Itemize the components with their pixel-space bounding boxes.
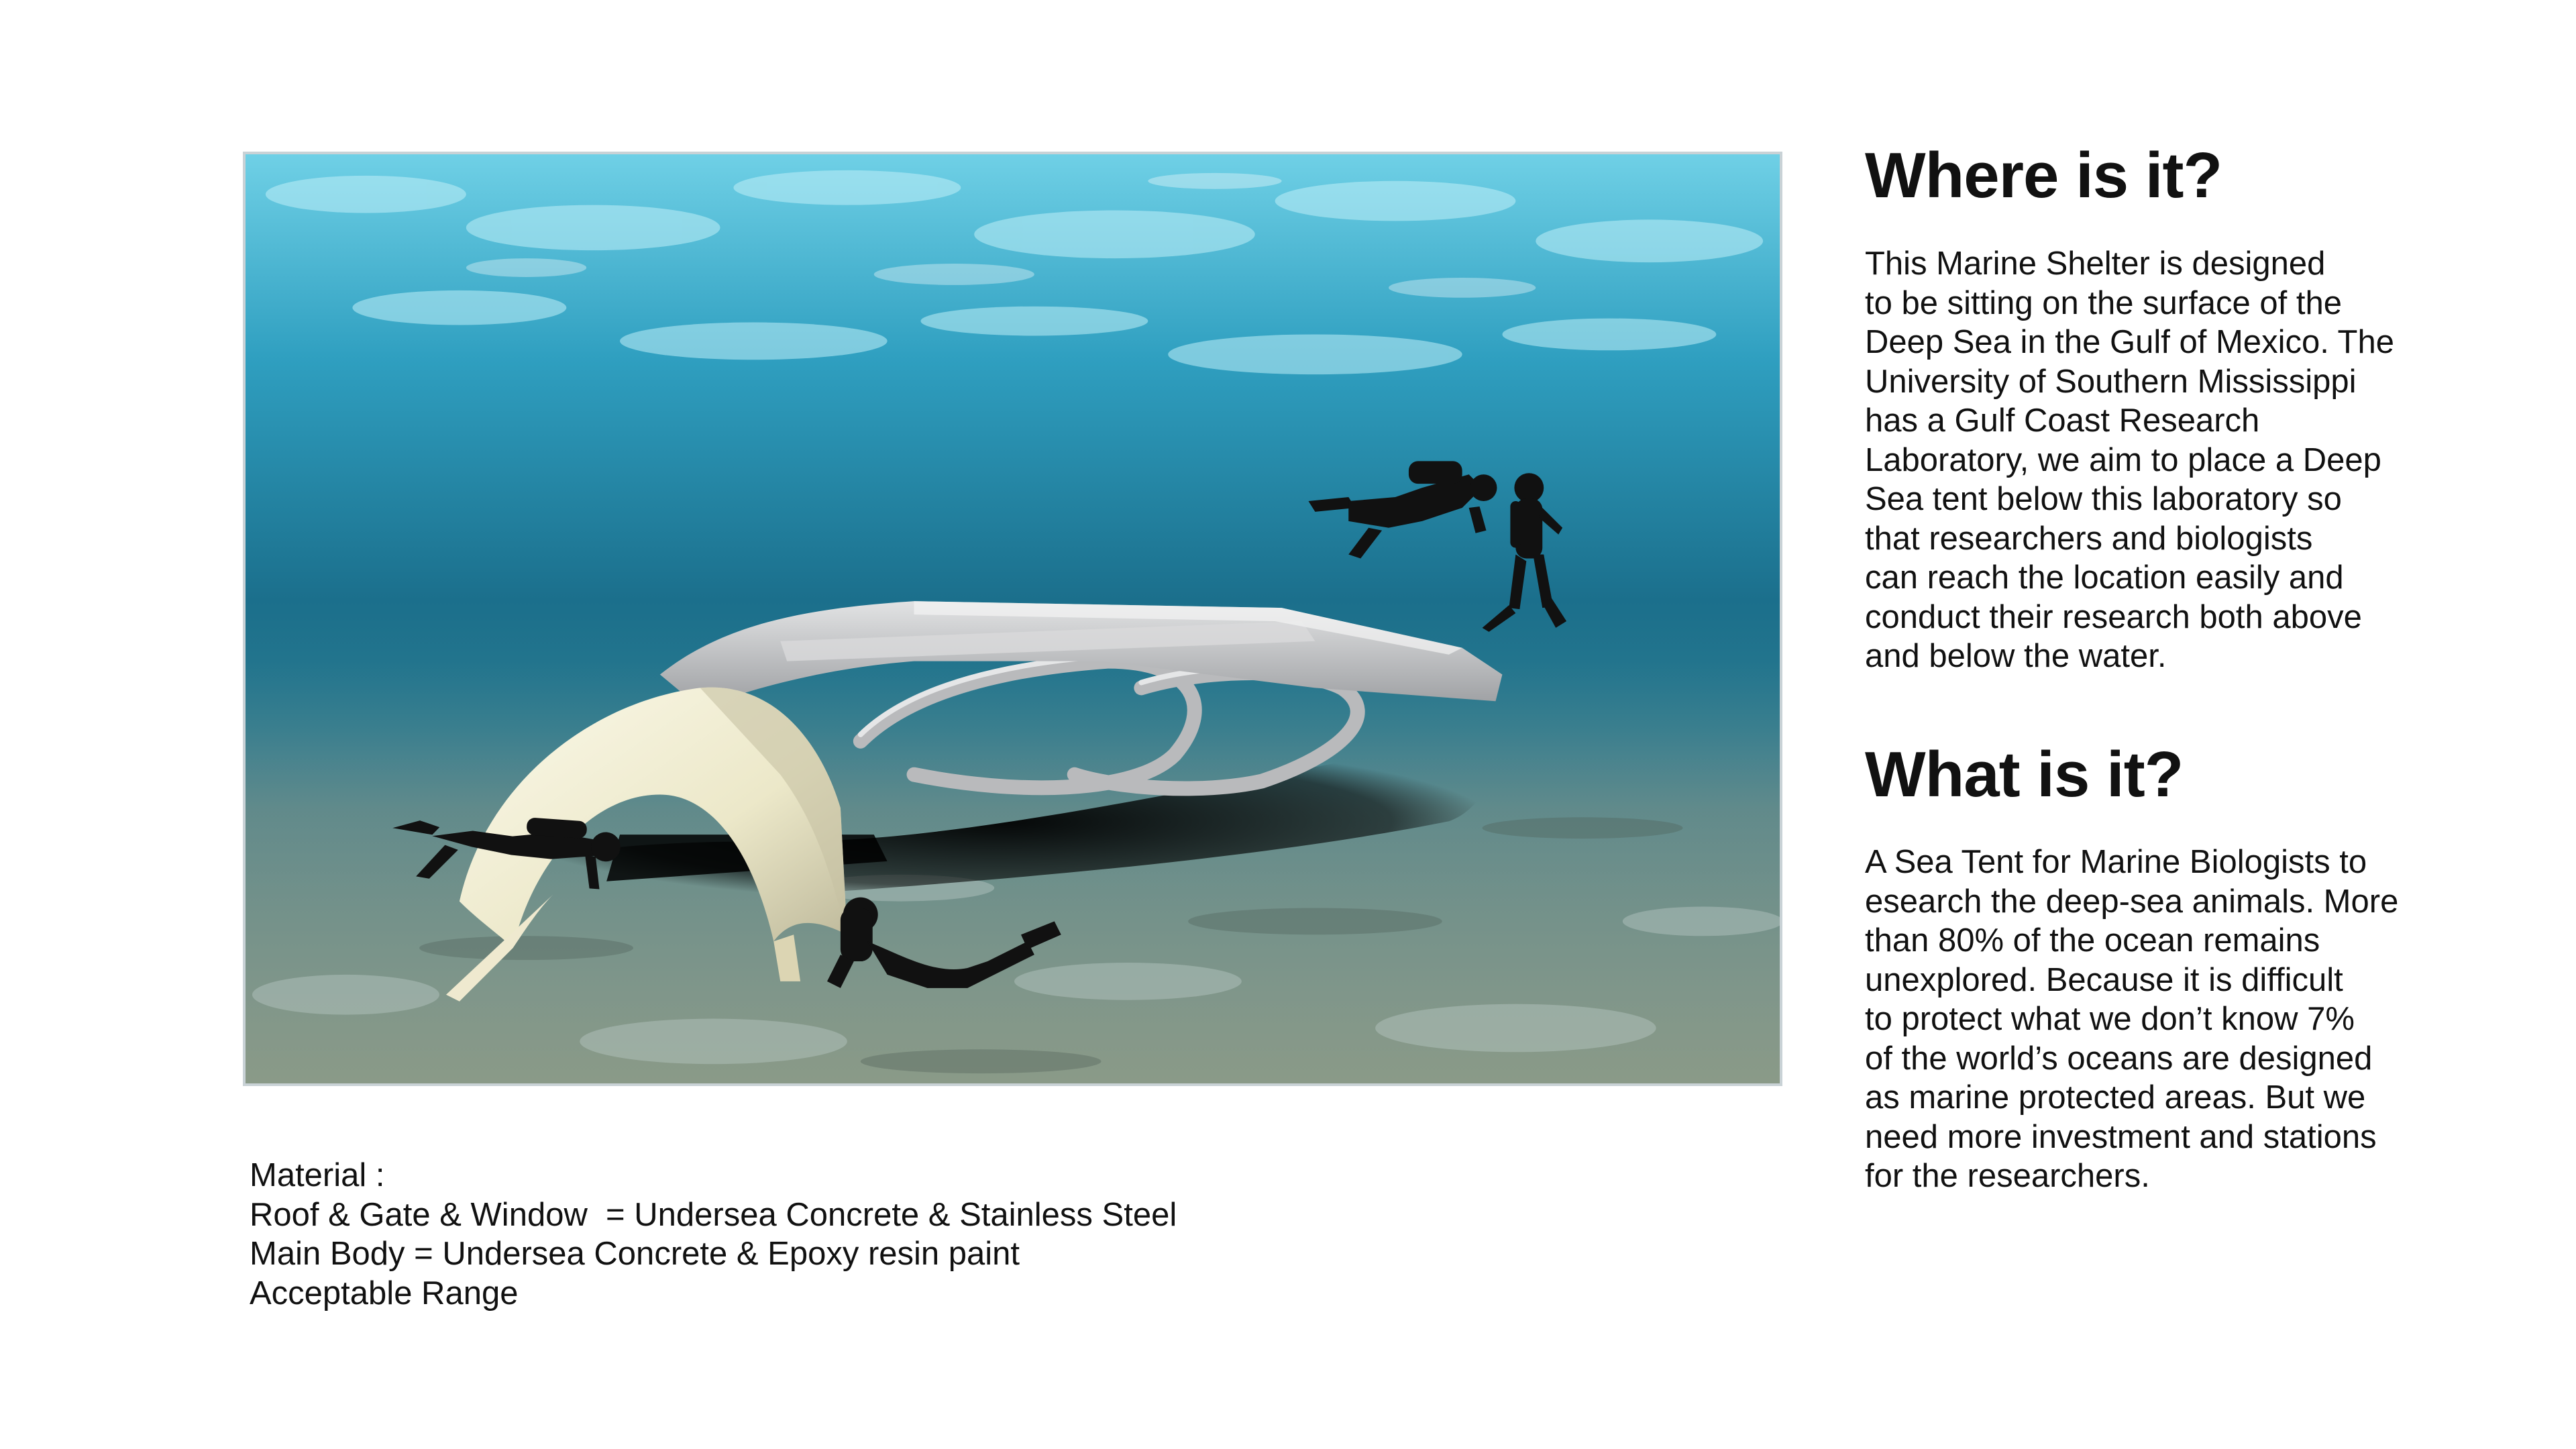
material-range-line: Acceptable Range — [250, 1275, 519, 1311]
what-line: of the world’s oceans are designed — [1865, 1040, 2373, 1077]
material-roof-line: Roof & Gate & Window = Undersea Concrete & Stainless Steel — [250, 1196, 1177, 1233]
underwater-shelter-render — [243, 152, 1782, 1086]
what-line: need more investment and stations — [1865, 1118, 2377, 1155]
where-line: This Marine Shelter is designed — [1865, 246, 2326, 282]
what-line: to protect what we don’t know 7% — [1865, 1001, 2355, 1037]
material-spec — [250, 1156, 1177, 1313]
where-line: has a Gulf Coast Research — [1865, 402, 2260, 439]
what-line: for the researchers. — [1865, 1158, 2150, 1194]
where-paragraph — [1865, 244, 2394, 676]
where-line: conduct their research both above — [1865, 598, 2362, 635]
what-line: than 80% of the ocean remains — [1865, 922, 2320, 959]
what-heading: What is it? — [1865, 739, 2184, 810]
what-line: esearch the deep-sea animals. More — [1865, 883, 2399, 920]
where-line: and below the water. — [1865, 638, 2167, 674]
what-line: unexplored. Because it is difficult — [1865, 961, 2343, 998]
where-line: Laboratory, we aim to place a Deep — [1865, 441, 2381, 478]
where-line: University of Southern Mississippi — [1865, 363, 2357, 400]
material-body-line: Main Body = Undersea Concrete & Epoxy resin paint — [250, 1236, 1020, 1272]
what-line: as marine protected areas. But we — [1865, 1079, 2366, 1116]
what-line: A Sea Tent for Marine Biologists to — [1865, 844, 2367, 880]
where-line: to be sitting on the surface of the — [1865, 284, 2342, 321]
where-line: that researchers and biologists — [1865, 520, 2313, 557]
material-label: Material : — [250, 1157, 385, 1193]
what-paragraph — [1865, 843, 2398, 1196]
where-line: Deep Sea in the Gulf of Mexico. The — [1865, 324, 2394, 360]
where-line: Sea tent below this laboratory so — [1865, 481, 2342, 517]
where-heading: Where is it? — [1865, 140, 2222, 211]
where-line: can reach the location easily and — [1865, 559, 2344, 596]
